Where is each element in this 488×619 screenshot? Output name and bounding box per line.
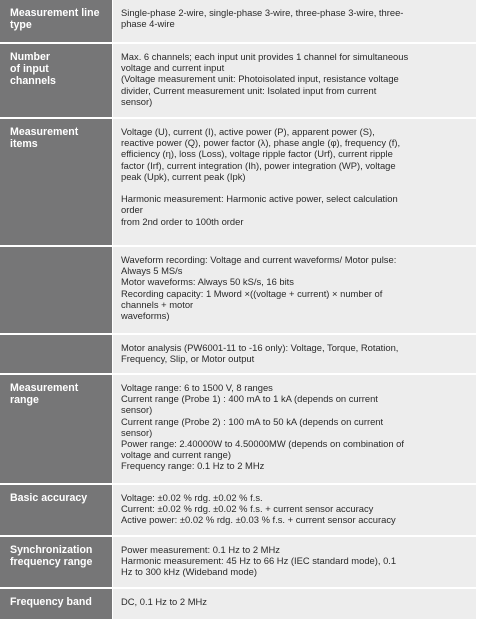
row-label: Synchronization frequency range	[0, 537, 113, 587]
row-label: Basic accuracy	[0, 485, 113, 535]
spec-row-waveform-recording	[0, 247, 476, 333]
row-value: Motor analysis (PW6001-11 to -16 only): Voltage, Torque, Rotation, Frequency, Slip, or Motor output	[113, 335, 476, 373]
row-label	[0, 335, 113, 373]
row-label: Number of input channels	[0, 44, 113, 117]
row-value: DC, 0.1 Hz to 2 MHz	[113, 589, 476, 619]
row-label: Measurement range	[0, 375, 113, 483]
spec-row-number-of-input-channels	[0, 44, 476, 117]
row-label: Measurement items	[0, 119, 113, 245]
spec-row-measurement-line-type	[0, 0, 476, 42]
row-label: Measurement line type	[0, 0, 113, 42]
row-value: Voltage range: 6 to 1500 V, 8 ranges Current range (Probe 1) : 400 mA to 1 kA (depends on current sensor) Current range (Probe 2) : 100 mA to 50 kA (depends on current sensor) Power range: 2.40000W to 4.50000MW (depends on combination of voltage and current range) Frequency range: 0.1 Hz to 2 MHz	[113, 375, 476, 483]
spec-row-measurement-range	[0, 375, 476, 483]
row-value: Max. 6 channels; each input unit provides 1 channel for simultaneous voltage and current input (Voltage measurement unit: Photoisolated input, resistance voltage divider, Current measurement unit: Isolated input from current sensor)	[113, 44, 476, 117]
row-value: Power measurement: 0.1 Hz to 2 MHz Harmonic measurement: 45 Hz to 66 Hz (IEC standard mode), 0.1 Hz to 300 kHz (Wideband mode)	[113, 537, 476, 587]
spec-row-motor-analysis	[0, 335, 476, 373]
row-label: Frequency band	[0, 589, 113, 619]
spec-row-frequency-band	[0, 589, 476, 619]
row-label	[0, 247, 113, 333]
spec-row-synchronization-frequency-range	[0, 537, 476, 587]
row-value: Voltage: ±0.02 % rdg. ±0.02 % f.s. Current: ±0.02 % rdg. ±0.02 % f.s. + current sensor accuracy Active power: ±0.02 % rdg. ±0.03 % f.s. + current sensor accuracy	[113, 485, 476, 535]
spec-row-basic-accuracy	[0, 485, 476, 535]
row-value: Single-phase 2-wire, single-phase 3-wire, three-phase 3-wire, three- phase 4-wire	[113, 0, 476, 42]
row-value: Voltage (U), current (I), active power (P), apparent power (S), reactive power (Q), power factor (λ), phase angle (φ), frequency (f), efficiency (η), loss (Loss), voltage ripple factor (Urf), current ripple factor (Irf), current integration (Ih), power integration (WP), voltage peak (Upk), current peak (Ipk) Harmonic measurement: Harmonic active power, select calculation order from 2nd order to 100th order	[113, 119, 476, 245]
spec-row-measurement-items	[0, 119, 476, 245]
row-value: Waveform recording: Voltage and current waveforms/ Motor pulse: Always 5 MS/s Motor waveforms: Always 50 kS/s, 16 bits Recording capacity: 1 Mword ×((voltage + current) × number of channels + motor waveforms)	[113, 247, 476, 333]
